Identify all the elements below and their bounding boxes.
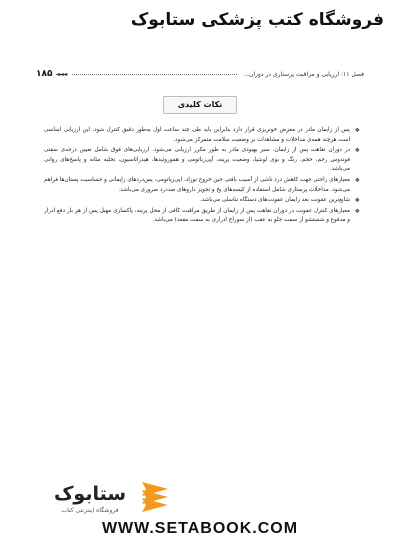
setabook-logo (30, 476, 170, 516)
list-item (44, 196, 360, 206)
footer-url[interactable]: WWW.SETABOOK.COM (101, 520, 299, 537)
logo-wordmark: ستابوک (53, 483, 127, 505)
list-item-text: معیارهای راحتی جهت کاهش درد ناشی از آسیب بافتی حین خروج نوزاد، اپی‌زیاتومی، پس‌دردهای زایمانی و حساسیت پستان‌ها فراهم می‌شود. مداخلات پرستاری شامل استفاده از کیسه‌های یخ و تجویز داروهای ضددرد ضروری می‌باشد. (44, 176, 350, 193)
bullet-icon: ❖ (354, 127, 360, 134)
page-number: ۱۸۵ (36, 69, 53, 79)
bullet-icon: ❖ (354, 197, 360, 205)
list-item (44, 126, 360, 145)
list-item (44, 176, 360, 195)
running-header (36, 66, 364, 82)
list-item (44, 207, 360, 226)
section-title-wrapper (0, 96, 400, 114)
chapter-title: فصل ۱۱: ارزیابی و مراقبت پرستاری در دوران... (243, 70, 364, 78)
arrow-markers-icon: ◄◄◄ (55, 70, 67, 78)
chevron-stack-icon (142, 482, 168, 512)
list-item-text: پس از زایمان مادر در معرض خونریزی قرار دارد بنابراین باید طی چند ساعت اول به‌طور دقیق کنترل شود. این ارزیابی اساسی است هرچند همه‌ی مداخلات و مشاهدات بر وضعیت سلامت متمرکز می‌شود. (44, 127, 350, 143)
section-title: نکات کلیدی (163, 96, 238, 114)
list-item-text: معیارهای کنترل عفونت در دوران نقاهت پس از زایمان از طریق مراقبت کافی از محل پرینه، پاکسازی مهبل پس از هر بار دفع ادرار و مدفوع و شستشو از سمت جلو به عقب (از سوراخ ادراری به سمت مقعد) می‌باشد. (44, 207, 350, 224)
list-item-text: در دوران نقاهت پس از زایمان، سیر بهبودی مادر به طور مکرر ارزیابی می‌شود. ارزیابی‌های فوق شامل تعیین درجه‌ی سفتی فوندوس رحم، حجم، رنگ و بوی لوشیا، وضعیت پرینه، آپی‌زیاتومی و هموروئیدها، هیدراتاسیون، تخلیه مثانه و پاسخ‌های روانی می‌باشد. (44, 147, 350, 173)
bullet-icon: ❖ (354, 176, 360, 184)
list-item-text: شایع‌ترین عفونت بعد زایمان عفونت‌های دستگاه تناسلی می‌باشد. (199, 197, 350, 204)
key-points-list (44, 126, 360, 227)
header-divider (72, 74, 237, 75)
logo-tagline: فروشگاه اینترنتی کتاب (61, 507, 119, 514)
list-item (44, 146, 360, 175)
bullet-icon: ❖ (354, 147, 360, 155)
store-banner: فروشگاه کتب پزشکی ستابوک (130, 10, 384, 30)
bullet-icon: ❖ (354, 207, 360, 215)
